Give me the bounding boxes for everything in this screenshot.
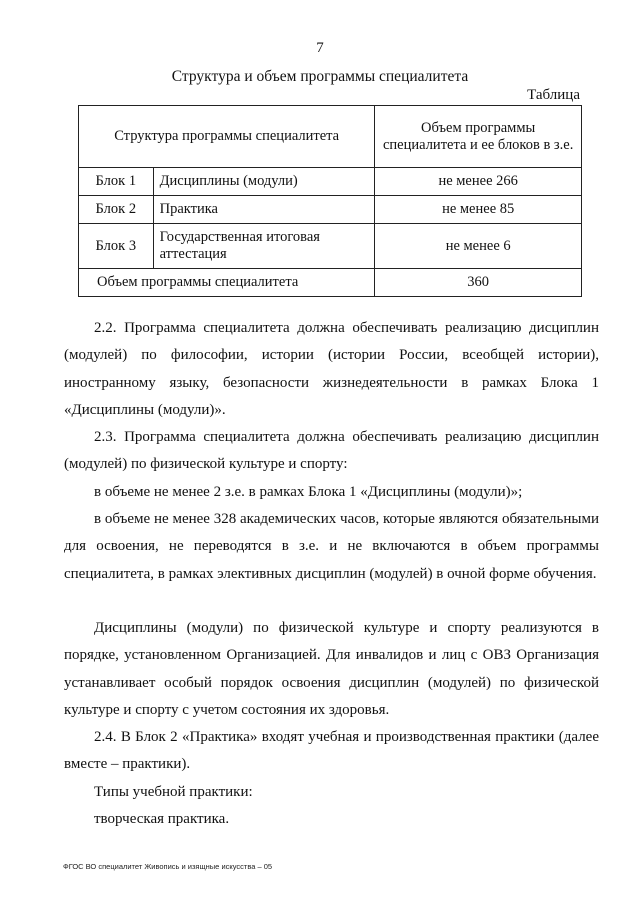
header-volume-cell: Объем программы специалитета и ее блоков в з.е.	[375, 106, 582, 168]
paragraph-2-3: 2.3. Программа специалитета должна обеспечивать реализацию дисциплин (модулей) по физической культуре и спорту:	[64, 429, 599, 473]
table-row	[79, 196, 582, 224]
paragraph-2-4: 2.4. В Блок 2 «Практика» входят учебная и производственная практики (далее вместе – практики).	[64, 729, 599, 773]
table-row	[79, 168, 582, 196]
table-title: Структура и объем программы специалитета	[171, 68, 469, 85]
total-value-cell: 360	[375, 269, 582, 297]
paragraph-credit-units: в объеме не менее 2 з.е. в рамках Блока 1 «Дисциплины (модули)»;	[94, 484, 523, 500]
block-value-cell: не менее 6	[375, 224, 582, 269]
program-structure-table	[78, 105, 582, 297]
block-cell: Блок 3	[79, 224, 154, 269]
block-cell: Блок 1	[79, 168, 154, 196]
block-value-cell: не менее 85	[375, 196, 582, 224]
paragraph-practice-types: Типы учебной практики:	[94, 784, 253, 800]
table-label: Таблица	[527, 87, 580, 103]
header-structure-cell: Структура программы специалитета	[79, 106, 375, 168]
block-name-cell: Государственная итоговая аттестация	[153, 224, 375, 269]
page-number: 7	[316, 40, 324, 56]
block-cell: Блок 2	[79, 196, 154, 224]
paragraph-academic-hours: в объеме не менее 328 академических часов, которые являются обязательными для освоения, не переводятся в з.е. и не включаются в объем программы специалитета, в рамках элективных дисциплин (модулей) в очной форме обучения.	[64, 511, 599, 582]
total-label-cell: Объем программы специалитета	[79, 269, 375, 297]
table-row	[79, 224, 582, 269]
paragraph-physical-education: Дисциплины (модули) по физической культуре и спорту реализуются в порядке, установленном Организацией. Для инвалидов и лиц с ОВЗ Организация устанавливает особый порядок освоения дисциплин (модулей) по физической культуре и спорту с учетом состояния их здоровья.	[64, 620, 599, 718]
page-footer: ФГОС ВО специалитет Живопись и изящные искусства – 05	[63, 862, 273, 871]
table-header-row	[79, 106, 582, 168]
block-value-cell: не менее 266	[375, 168, 582, 196]
block-name-cell: Дисциплины (модули)	[153, 168, 375, 196]
table-total-row	[79, 269, 582, 297]
paragraph-2-2: 2.2. Программа специалитета должна обеспечивать реализацию дисциплин (модулей) по философии, истории (истории России, всеобщей истории), иностранному языку, безопасности жизнедеятельности в рамках Блока 1 «Дисциплины (модули)».	[64, 320, 599, 418]
paragraph-creative-practice: творческая практика.	[94, 811, 230, 827]
block-name-cell: Практика	[153, 196, 375, 224]
